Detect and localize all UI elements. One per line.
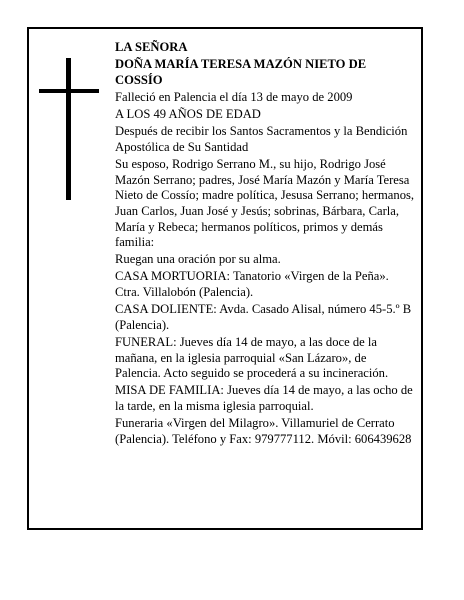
mourning-house-info: CASA DOLIENTE: Avda. Casado Alisal, número 45-5.º B (Palencia). [115, 302, 412, 332]
age-line: A LOS 49 AÑOS DE EDAD [115, 107, 261, 122]
obituary-frame [27, 27, 423, 530]
mortuary-info: CASA MORTUORIA: Tanatorio «Virgen de la Peña». Ctra. Villalobón (Palencia). [115, 269, 389, 300]
funeral-info: FUNERAL: Jueves día 14 de mayo, a las doce de la mañana, en la iglesia parroquial «San Lázaro», de Palencia. Acto seguido se procederá a su incineración. [115, 335, 389, 381]
obituary-text [115, 40, 415, 449]
death-info: Falleció en Palencia el día 13 de mayo de 2009 [115, 89, 353, 104]
prayer-request: Ruegan una oración por su alma. [115, 252, 281, 267]
family-mass-info: MISA DE FAMILIA: Jueves día 14 de mayo, a las ocho de la tarde, en la misma iglesia parroquial. [115, 383, 413, 413]
honorific-title: LA SEÑORA [115, 40, 188, 54]
cross-horizontal-bar [39, 89, 99, 93]
sacraments-line: Después de recibir los Santos Sacramentos y la Bendición Apostólica de Su Santidad [115, 124, 408, 154]
cross-vertical-bar [66, 58, 71, 200]
funeral-home-info: Funeraria «Virgen del Milagro». Villamuriel de Cerrato (Palencia). Teléfono y Fax: 979777112. Móvil: 606439628 [115, 416, 412, 446]
deceased-name: DOÑA MARÍA TERESA MAZÓN NIETO DE COSSÍO [115, 57, 367, 87]
family-list: Su esposo, Rodrigo Serrano M., su hijo, Rodrigo José Mazón Serrano; padres, José María Mazón y María Teresa Nieto de Cossío; madre política, Jesusa Serrano; hermanos, Juan Carlos, Juan José y Jesús; sobrinas, Bárbara, Carla, María y Rebeca; hermanos políticos, primos y demás familia: [115, 157, 415, 250]
